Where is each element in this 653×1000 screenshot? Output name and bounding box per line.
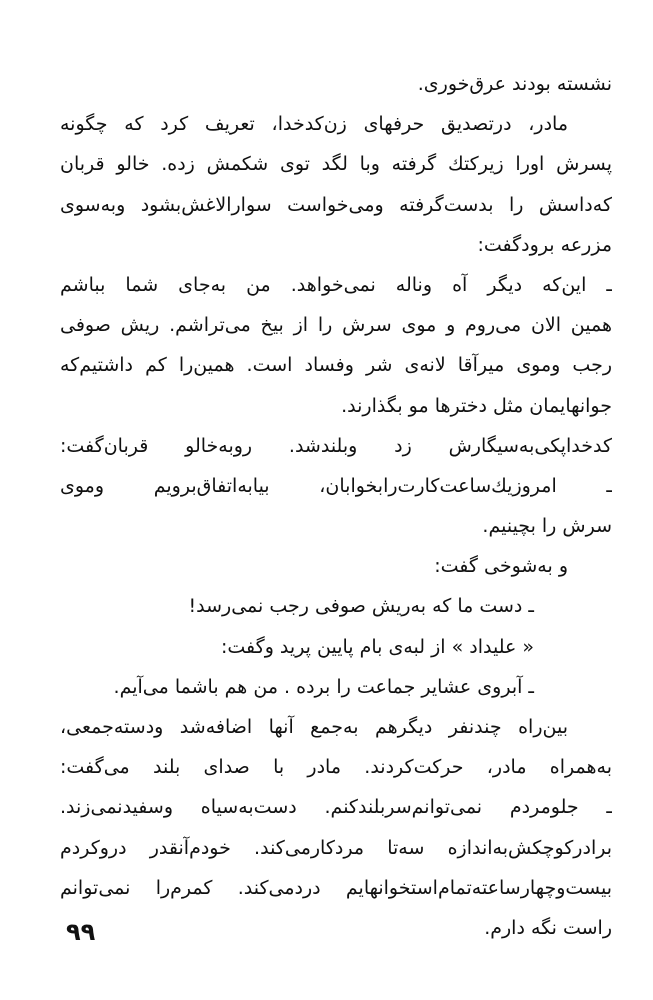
text-line: بین‌راه چندنفر دیگرهم به‌جمع آنها اضافه‌شد ودسته‌جمعی، (60, 716, 568, 738)
text-line: مزرعه برودگفت: (477, 233, 612, 256)
text-line: مادر، درتصدیق حرفهای زن‌کدخدا، تعریف کرد که چگونه (60, 113, 568, 136)
text-line: که‌داسش را بدست‌گرفته ومی‌خواست سوارالاغش‌بشود وبه‌سوی (60, 193, 612, 216)
text-line: ـ دست ما که به‌ریش صوفی رجب نمی‌رسد! (188, 595, 534, 618)
page-number: ۹۹ (66, 918, 96, 946)
text-line: راست نگه دارم. (484, 916, 612, 939)
text-line: سرش را بچینیم. (482, 515, 612, 538)
text-line: ـ آبروی عشایر جماعت را برده . من هم باشما می‌آیم. (113, 675, 534, 698)
text-line: بیست‌وچهارساعته‌تمام‌استخوانهایم دردمی‌کند. کمرم‌را نمی‌توانم (60, 876, 612, 899)
text-line: به‌همراه مادر، حرکت‌کردند. مادر با صدای بلند می‌گفت: (60, 756, 612, 779)
text-line: رجب وموی میرآقا لانه‌ی شر وفساد است. همین‌را کم داشتیم‌که (60, 354, 612, 377)
text-line: جوانهایمان مثل دخترها مو بگذارند. (341, 394, 612, 417)
text-line: برادرکوچکش‌به‌اندازه سه‌تا مردکارمی‌کند. خودم‌آنقدر دروکردم (60, 836, 612, 859)
text-line: همین الان می‌روم و موی سرش را از بیخ می‌تراشم. ریش صوفی (60, 314, 612, 337)
text-line: ـ جلومردم نمی‌توانم‌سربلندکنم. دست‌به‌سیاه وسفیدنمی‌زند. (60, 796, 612, 819)
text-line: و به‌شوخی گفت: (434, 555, 568, 578)
text-line: پسرش اورا زیرکتك گرفته وبا لگد توی شکمش زده. خالو قربان (60, 153, 612, 176)
text-line: « علیداد » از لبه‌ی بام پایین پرید وگفت: (221, 635, 534, 658)
body-text (60, 64, 612, 948)
text-line: نشسته بودند عرق‌خوری. (417, 73, 612, 95)
text-line: کدخداپکی‌به‌سیگارش زد وبلندشد. روبه‌خالو قربان‌گفت: (60, 434, 612, 457)
text-line: ـ امروزیك‌ساعت‌کارت‌رابخوابان، بیابه‌اتفاق‌برویم وموی (60, 474, 612, 497)
text-line: ـ این‌که دیگر آه وناله نمی‌خواهد. من به‌جای شما بباشم (60, 273, 612, 296)
